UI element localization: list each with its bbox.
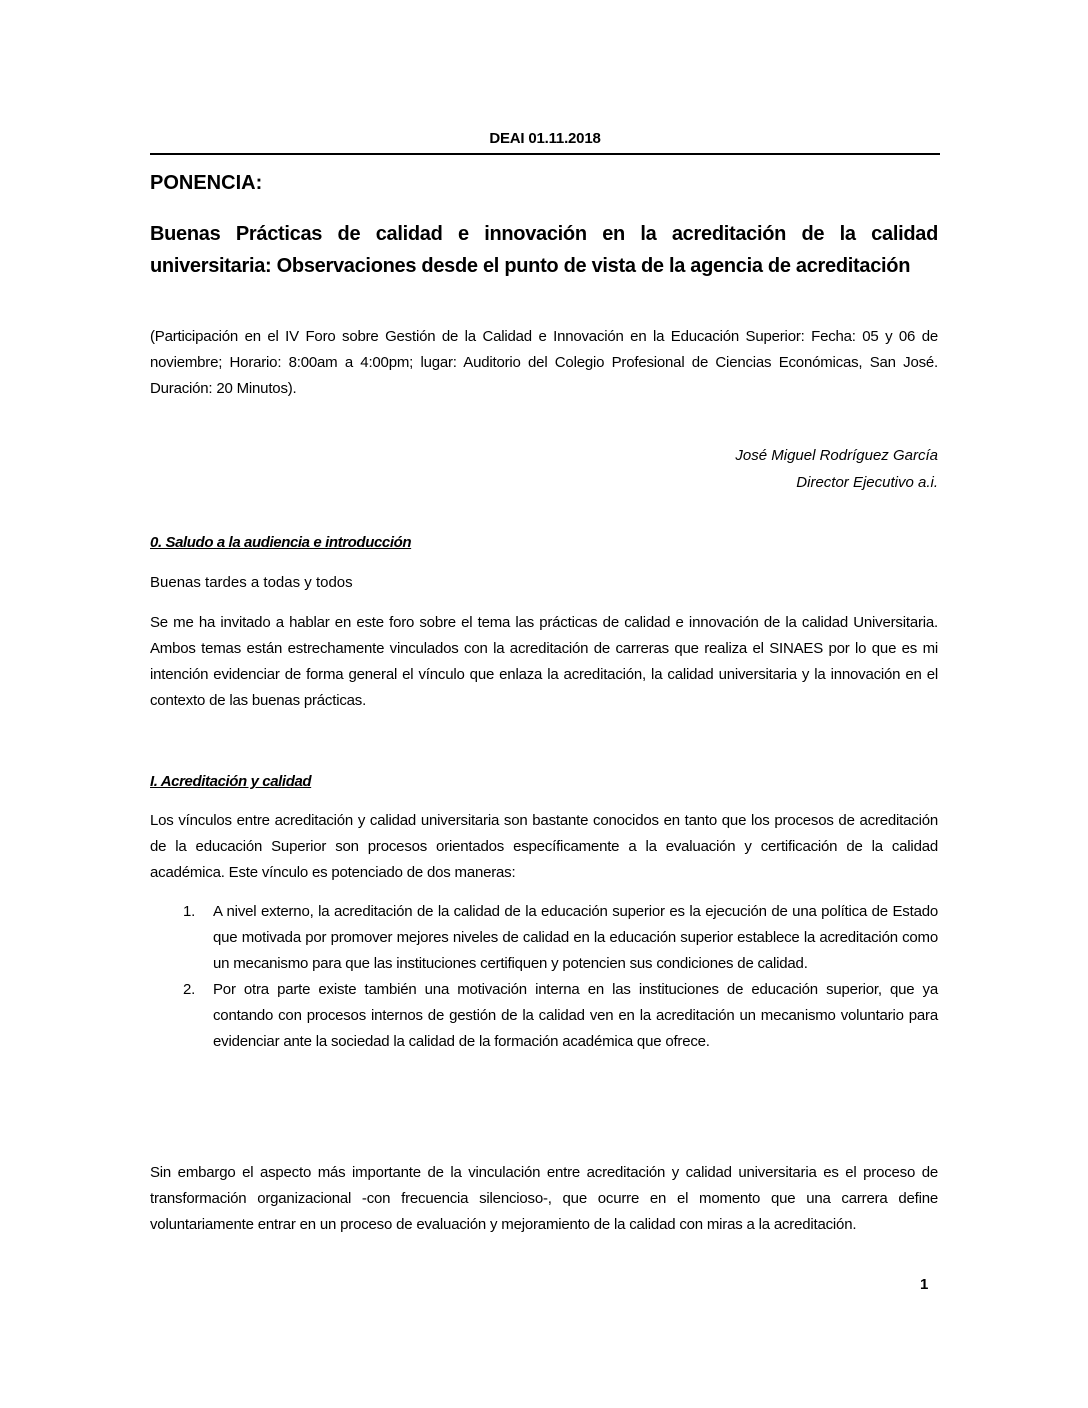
section-heading: I. Acreditación y calidad (150, 773, 312, 790)
list-text: A nivel externo, la acreditación de la calidad de la educación superior es la ejecución de una política de Estado que motivada por promover mejores niveles de calidad en la educación superior establece la acreditación como un mecanismo para que las instituciones certifiquen y potencien sus condiciones de calidad. (213, 903, 938, 972)
greeting-text: Buenas tardes a todas y todos (150, 574, 353, 591)
author-signature (735, 442, 938, 496)
list-item (150, 899, 938, 977)
author-position: Director Ejecutivo a.i. (796, 474, 938, 491)
section-heading: 0. Saludo a la audiencia e introducción (150, 534, 412, 551)
body-paragraph: Los vínculos entre acreditación y calidad universitaria son bastante conocidos en tanto que los procesos de acreditación de la educación Superior son procesos orientados específicamente a la evaluación y certificación de la calidad académica. Este vínculo es potenciado de dos maneras: (150, 812, 938, 881)
list-number: 1. (183, 903, 196, 920)
body-paragraph: Sin embargo el aspecto más importante de la vinculación entre acreditación y calidad universitaria es el proceso de transformación organizacional -con frecuencia silencioso-, que ocurre en el momento que una carrera define voluntariamente entrar en un proceso de evaluación y mejoramiento de la calidad con miras a la acreditación. (150, 1164, 938, 1233)
author-name: José Miguel Rodríguez García (735, 447, 938, 464)
document-code: DEAI 01.11.2018 (489, 130, 601, 147)
list-text: Por otra parte existe también una motivación interna en las instituciones de educación superior, que ya contando con procesos internos de gestión de la calidad ven en la acreditación un mecanismo voluntario para evidenciar ante la sociedad la calidad de la formación académica que ofrece. (213, 981, 938, 1050)
document-title: Buenas Prácticas de calidad e innovación en la acreditación de la calidad universitaria: Observaciones desde el punto de vista de la agencia de acreditación (150, 223, 938, 277)
page-number: 1 (920, 1276, 929, 1293)
header-divider (150, 153, 940, 155)
list-item (150, 977, 938, 1055)
intro-paragraph: Se me ha invitado a hablar en este foro sobre el tema las prácticas de calidad e innovación de la calidad Universitaria. Ambos temas están estrechamente vinculados con la acreditación de carreras que realiza el SINAES por lo que es mi intención evidenciar de forma general el vínculo que enlaza la acreditación, la calidad universitaria y la innovación en el contexto de las buenas prácticas. (150, 614, 938, 709)
participation-note: (Participación en el IV Foro sobre Gestión de la Calidad e Innovación en la Educación Superior: Fecha: 05 y 06 de noviembre; Horario: 8:00am a 4:00pm; lugar: Auditorio del Colegio Profesional de Ciencias Económicas, San José. Duración: 20 Minutos). (150, 328, 938, 397)
numbered-list (150, 899, 938, 1055)
list-number: 2. (183, 981, 196, 998)
document-label: PONENCIA: (150, 172, 263, 194)
